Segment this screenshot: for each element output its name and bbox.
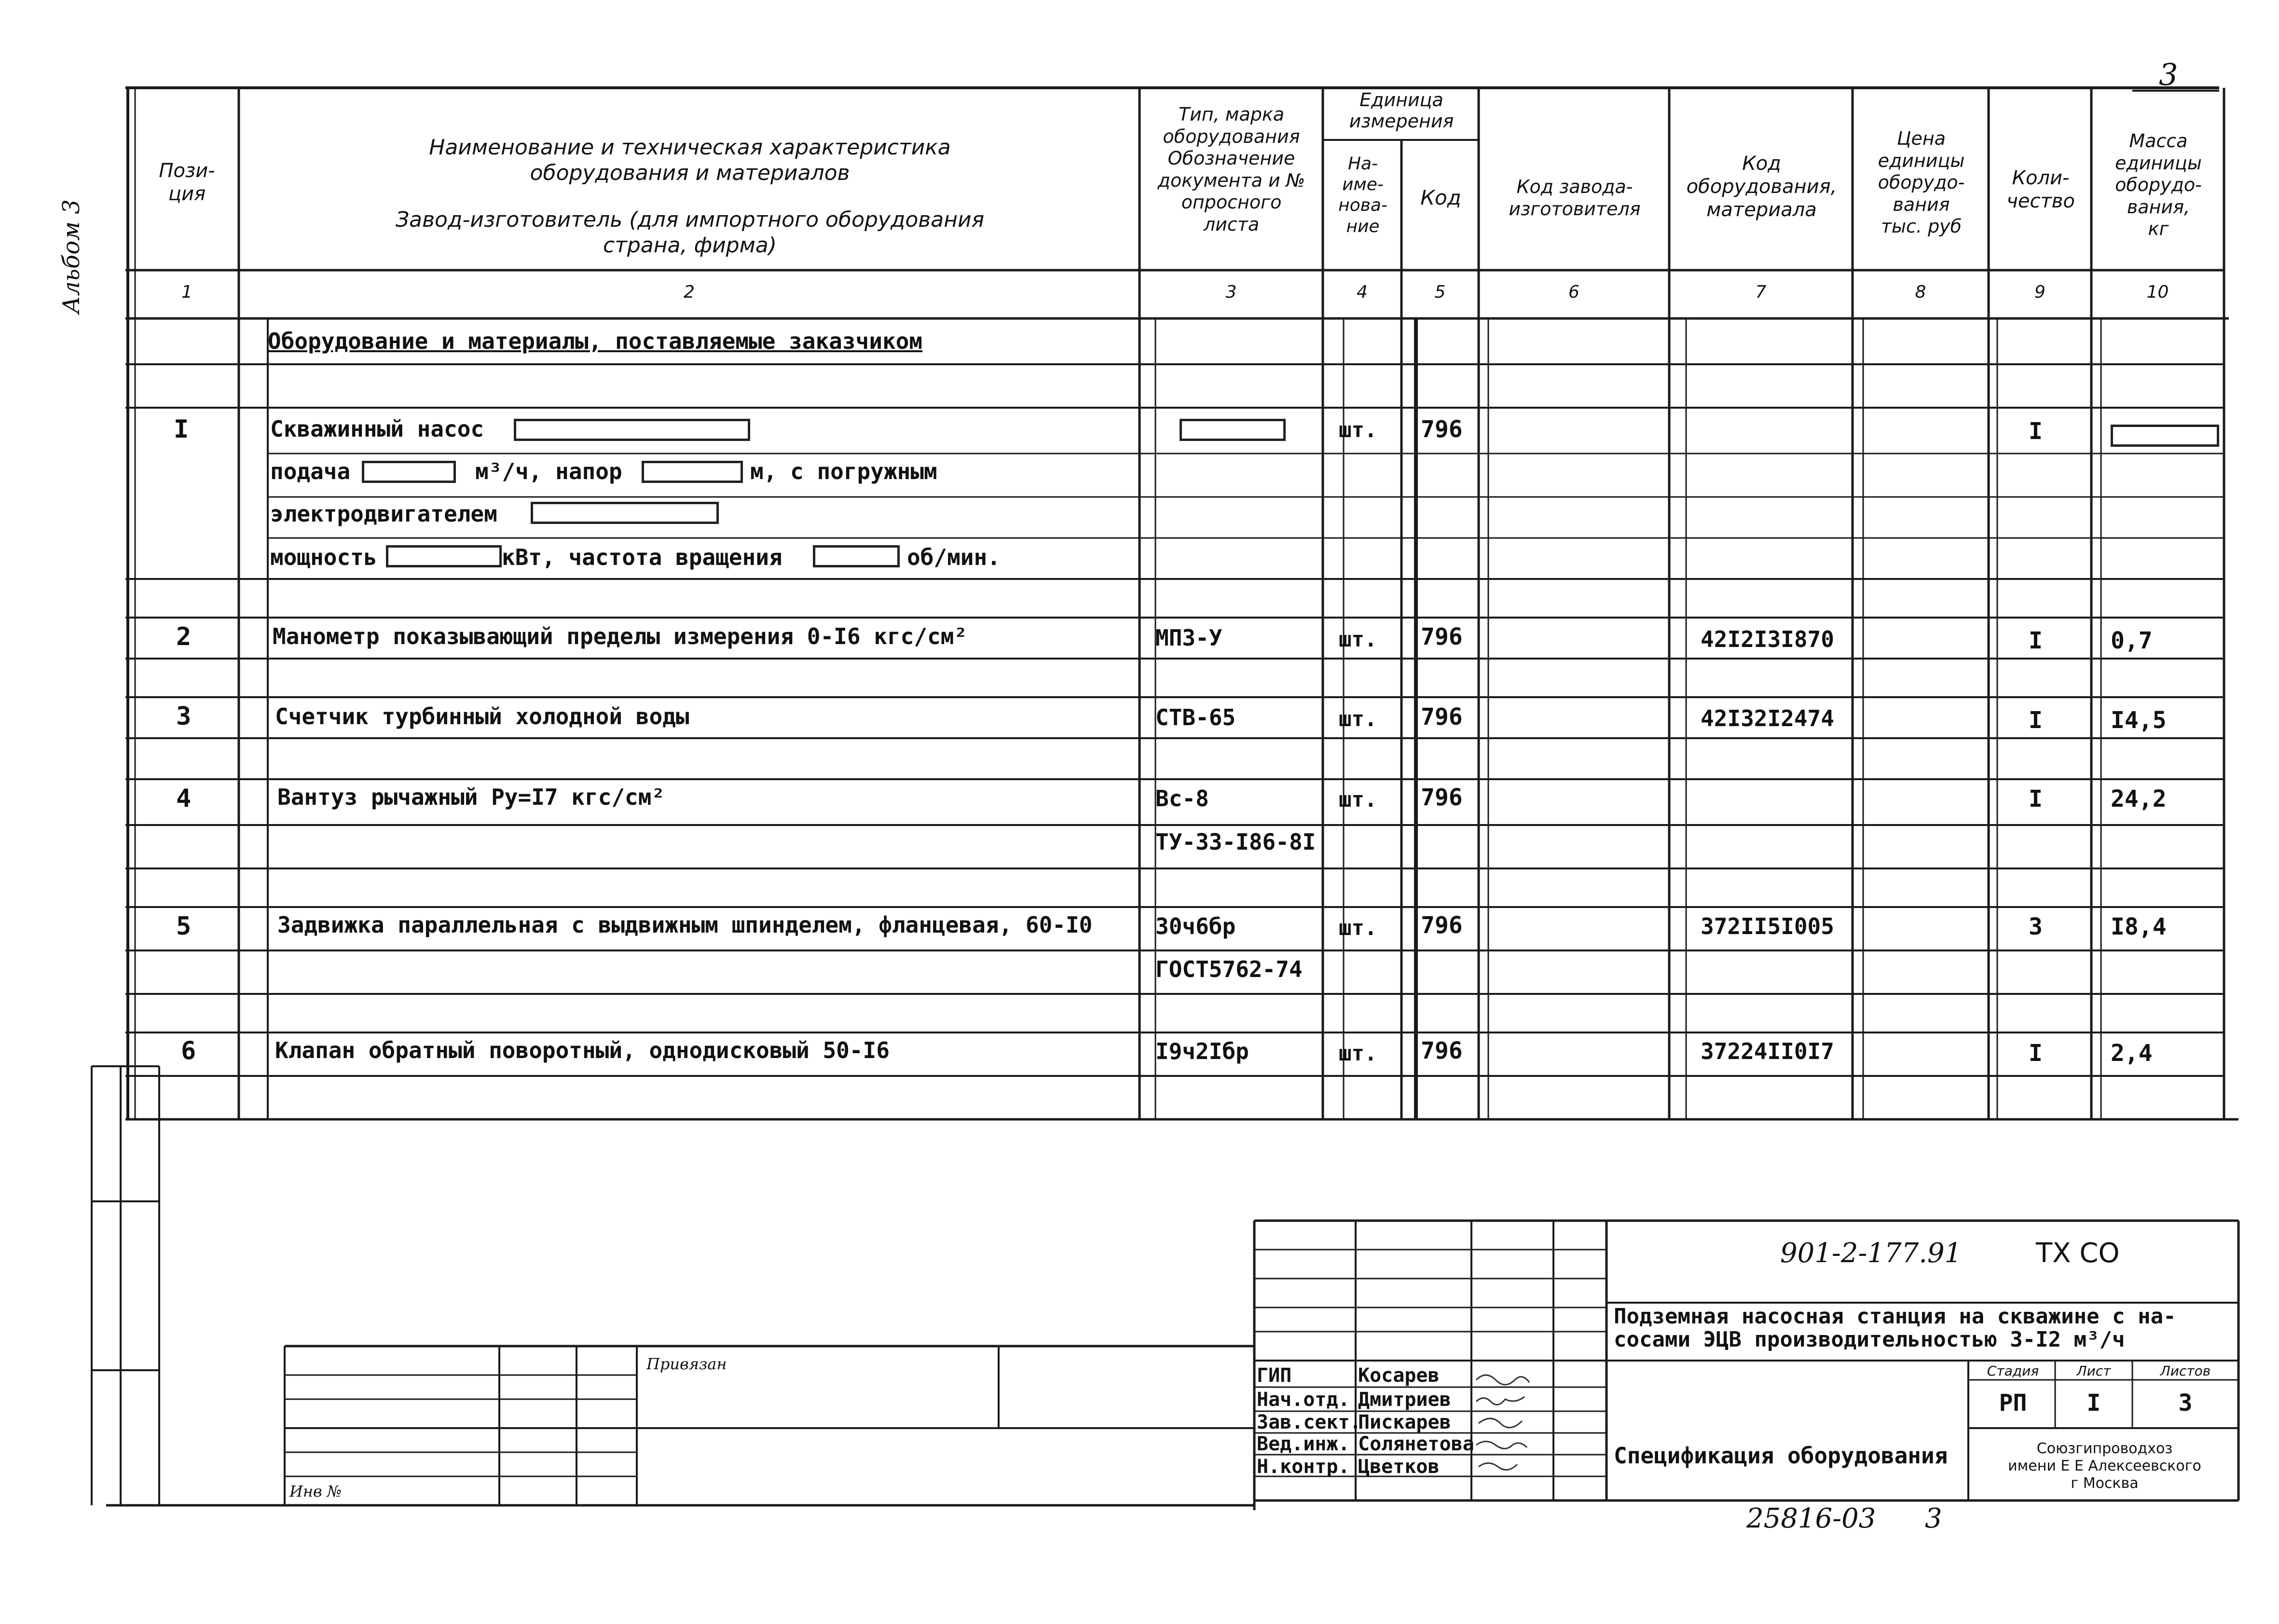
role-4: Вед.инж. [1257,1433,1350,1455]
pump-type-blank [1180,419,1286,441]
row-3-qty: I [2029,707,2043,734]
sheet-value: I [2087,1390,2101,1417]
header-mass: Масса единицы оборудо- вания, кг [2115,130,2202,240]
pump-position: I [174,415,189,444]
row-3-code: 796 [1421,703,1463,730]
organization: Союзгипроводхоз имени Е Е Алексеевского г Москва [2008,1440,2201,1492]
role-1-name: Косарев [1358,1364,1440,1387]
row-6-name: Клапан обратный поворотный, однодисковый 50-I6 [275,1037,890,1063]
inv-label: Инв № [289,1482,342,1500]
stage-value: РП [1999,1390,2027,1417]
header-name-title: Наименование и техническая характеристика оборудования и материалов [429,135,951,185]
header-factory-code: Код завода- изготовителя [1509,176,1641,220]
row-6-type: I9ч2Iбр [1155,1038,1249,1064]
page-number: 3 [2159,57,2178,92]
col-num-10: 10 [2146,282,2169,302]
pump-unit: шт. [1339,418,1377,442]
role-1: ГИП [1257,1364,1292,1387]
pump-line4a: мощность [270,544,377,570]
role-4-name: Солянетова [1358,1433,1474,1455]
col-num-6: 6 [1568,282,1579,302]
header-price: Цена единицы оборудо- вания тыс. руб [1878,128,1965,237]
col-num-7: 7 [1755,282,1767,302]
pump-line3: электродвигателем [270,501,497,527]
role-5: Н.контр. [1257,1456,1350,1478]
header-unit-name: На- име- нова- ние [1338,154,1387,236]
role-2: Нач.отд. [1257,1389,1350,1411]
col-num-8: 8 [1915,282,1926,302]
row-4-unit: шт. [1339,787,1377,812]
header-position: Пози- ция [159,160,215,205]
header-unit-code: Код [1420,186,1461,209]
header-type: Тип, марка оборудования Обозначение документа и № опросного листа [1157,104,1305,235]
role-3: Зав.сект. [1257,1411,1361,1433]
sheets-value: 3 [2178,1390,2193,1417]
section-title: Оборудование и материалы, поставляемые заказчиком [268,328,923,354]
pump-line4c: об/мин. [907,544,1001,570]
row-3-position: 3 [176,702,192,731]
pump-code: 796 [1421,416,1463,443]
row-3-eqcode: 42I32I2474 [1701,705,1834,731]
row-4-type: Вс-8 [1155,785,1209,812]
col-num-9: 9 [2034,282,2046,302]
row-4-qty: I [2029,785,2043,812]
row-5-type: 30ч6бр [1155,913,1236,939]
pump-rpm-blank [813,545,900,567]
pump-mass-blank [2111,425,2219,447]
row-6-unit: шт. [1339,1041,1377,1066]
row-4-type2: ТУ-33-I86-8I [1155,829,1316,855]
col-num-3: 3 [1225,282,1237,302]
row-3-name: Счетчик турбинный холодной воды [275,703,689,729]
pump-motor-blank [531,502,719,524]
header-unit: Единица измерения [1349,89,1454,132]
pump-line1: Скважинный насос [270,416,484,442]
row-2-unit: шт. [1339,627,1377,652]
bound-label: Привязан [646,1355,727,1373]
row-5-position: 5 [176,912,192,941]
row-2-code: 796 [1421,623,1463,650]
row-3-mass: I4,5 [2111,707,2167,734]
row-3-type: СТВ-65 [1155,704,1236,730]
pump-power-blank [386,545,502,567]
pump-head-blank [642,461,743,483]
row-4-mass: 24,2 [2111,785,2167,812]
pump-line4b: кВт, частота вращения [502,544,783,570]
row-5-type2: ГОСТ5762-74 [1155,956,1303,982]
header-name-sub: Завод-изготовитель (для импортного оборудования страна, фирма) [395,207,985,258]
sheet-label: Лист [2076,1363,2111,1379]
pump-qty: I [2029,418,2043,445]
row-5-qty: 3 [2029,913,2043,940]
pump-line2c: м, с погружным [750,458,937,484]
row-3-unit: шт. [1339,707,1377,731]
row-2-name: Манометр показывающий пределы измерения 0-I6 кгс/см² [273,623,968,649]
pump-line2b: м³/ч, напор [475,458,622,484]
col-num-4: 4 [1357,282,1368,302]
pump-model-blank [514,419,750,441]
row-5-eqcode: 372II5I005 [1701,913,1834,939]
sheets-label: Листов [2160,1363,2211,1379]
row-6-eqcode: 37224II0I7 [1701,1038,1834,1064]
role-5-name: Цветков [1358,1456,1440,1478]
doc-type: ТХ СО [2036,1238,2120,1269]
row-6-position: 6 [181,1036,196,1065]
row-5-mass: I8,4 [2111,913,2167,940]
row-6-mass: 2,4 [2111,1040,2153,1067]
footer-number: 25816-03 [1746,1503,1876,1534]
row-5-unit: шт. [1339,916,1377,940]
row-4-code: 796 [1421,784,1463,811]
footer-page: 3 [1925,1503,1942,1534]
stage-label: Стадия [1987,1363,2039,1379]
role-3-name: Пискарев [1358,1411,1451,1433]
row-2-position: 2 [176,622,192,651]
sheet-title: Спецификация оборудования [1614,1443,1948,1469]
col-num-2: 2 [684,282,695,302]
row-5-code: 796 [1421,912,1463,939]
header-quantity: Коли- чество [2006,167,2075,212]
row-6-qty: I [2029,1040,2043,1067]
row-2-eqcode: 42I2I3I870 [1701,626,1834,652]
row-2-mass: 0,7 [2111,627,2153,654]
row-4-name: Вантуз рычажный Ру=I7 кгс/см² [277,784,665,810]
pump-line2a: подача [270,458,351,484]
row-2-qty: I [2029,627,2043,654]
row-6-code: 796 [1421,1037,1463,1064]
row-5-name: Задвижка параллельная с выдвижным шпинделем, фланцевая, 60-I0 [277,912,1093,938]
doc-code: 901-2-177.91 [1780,1238,1962,1269]
col-num-5: 5 [1434,282,1446,302]
role-2-name: Дмитриев [1358,1389,1451,1411]
project-title: Подземная насосная станция на скважине с на- сосами ЭЦВ производительностью 3-I2 м³/ч [1614,1304,2176,1352]
pump-flow-blank [362,461,456,483]
row-2-type: МПЗ-У [1155,625,1222,651]
row-4-position: 4 [176,784,192,813]
col-num-1: 1 [181,282,192,302]
signatures [1474,1365,1551,1476]
header-equipment-code: Код оборудования, материала [1686,152,1837,221]
album-label: Альбом 3 [58,199,85,314]
